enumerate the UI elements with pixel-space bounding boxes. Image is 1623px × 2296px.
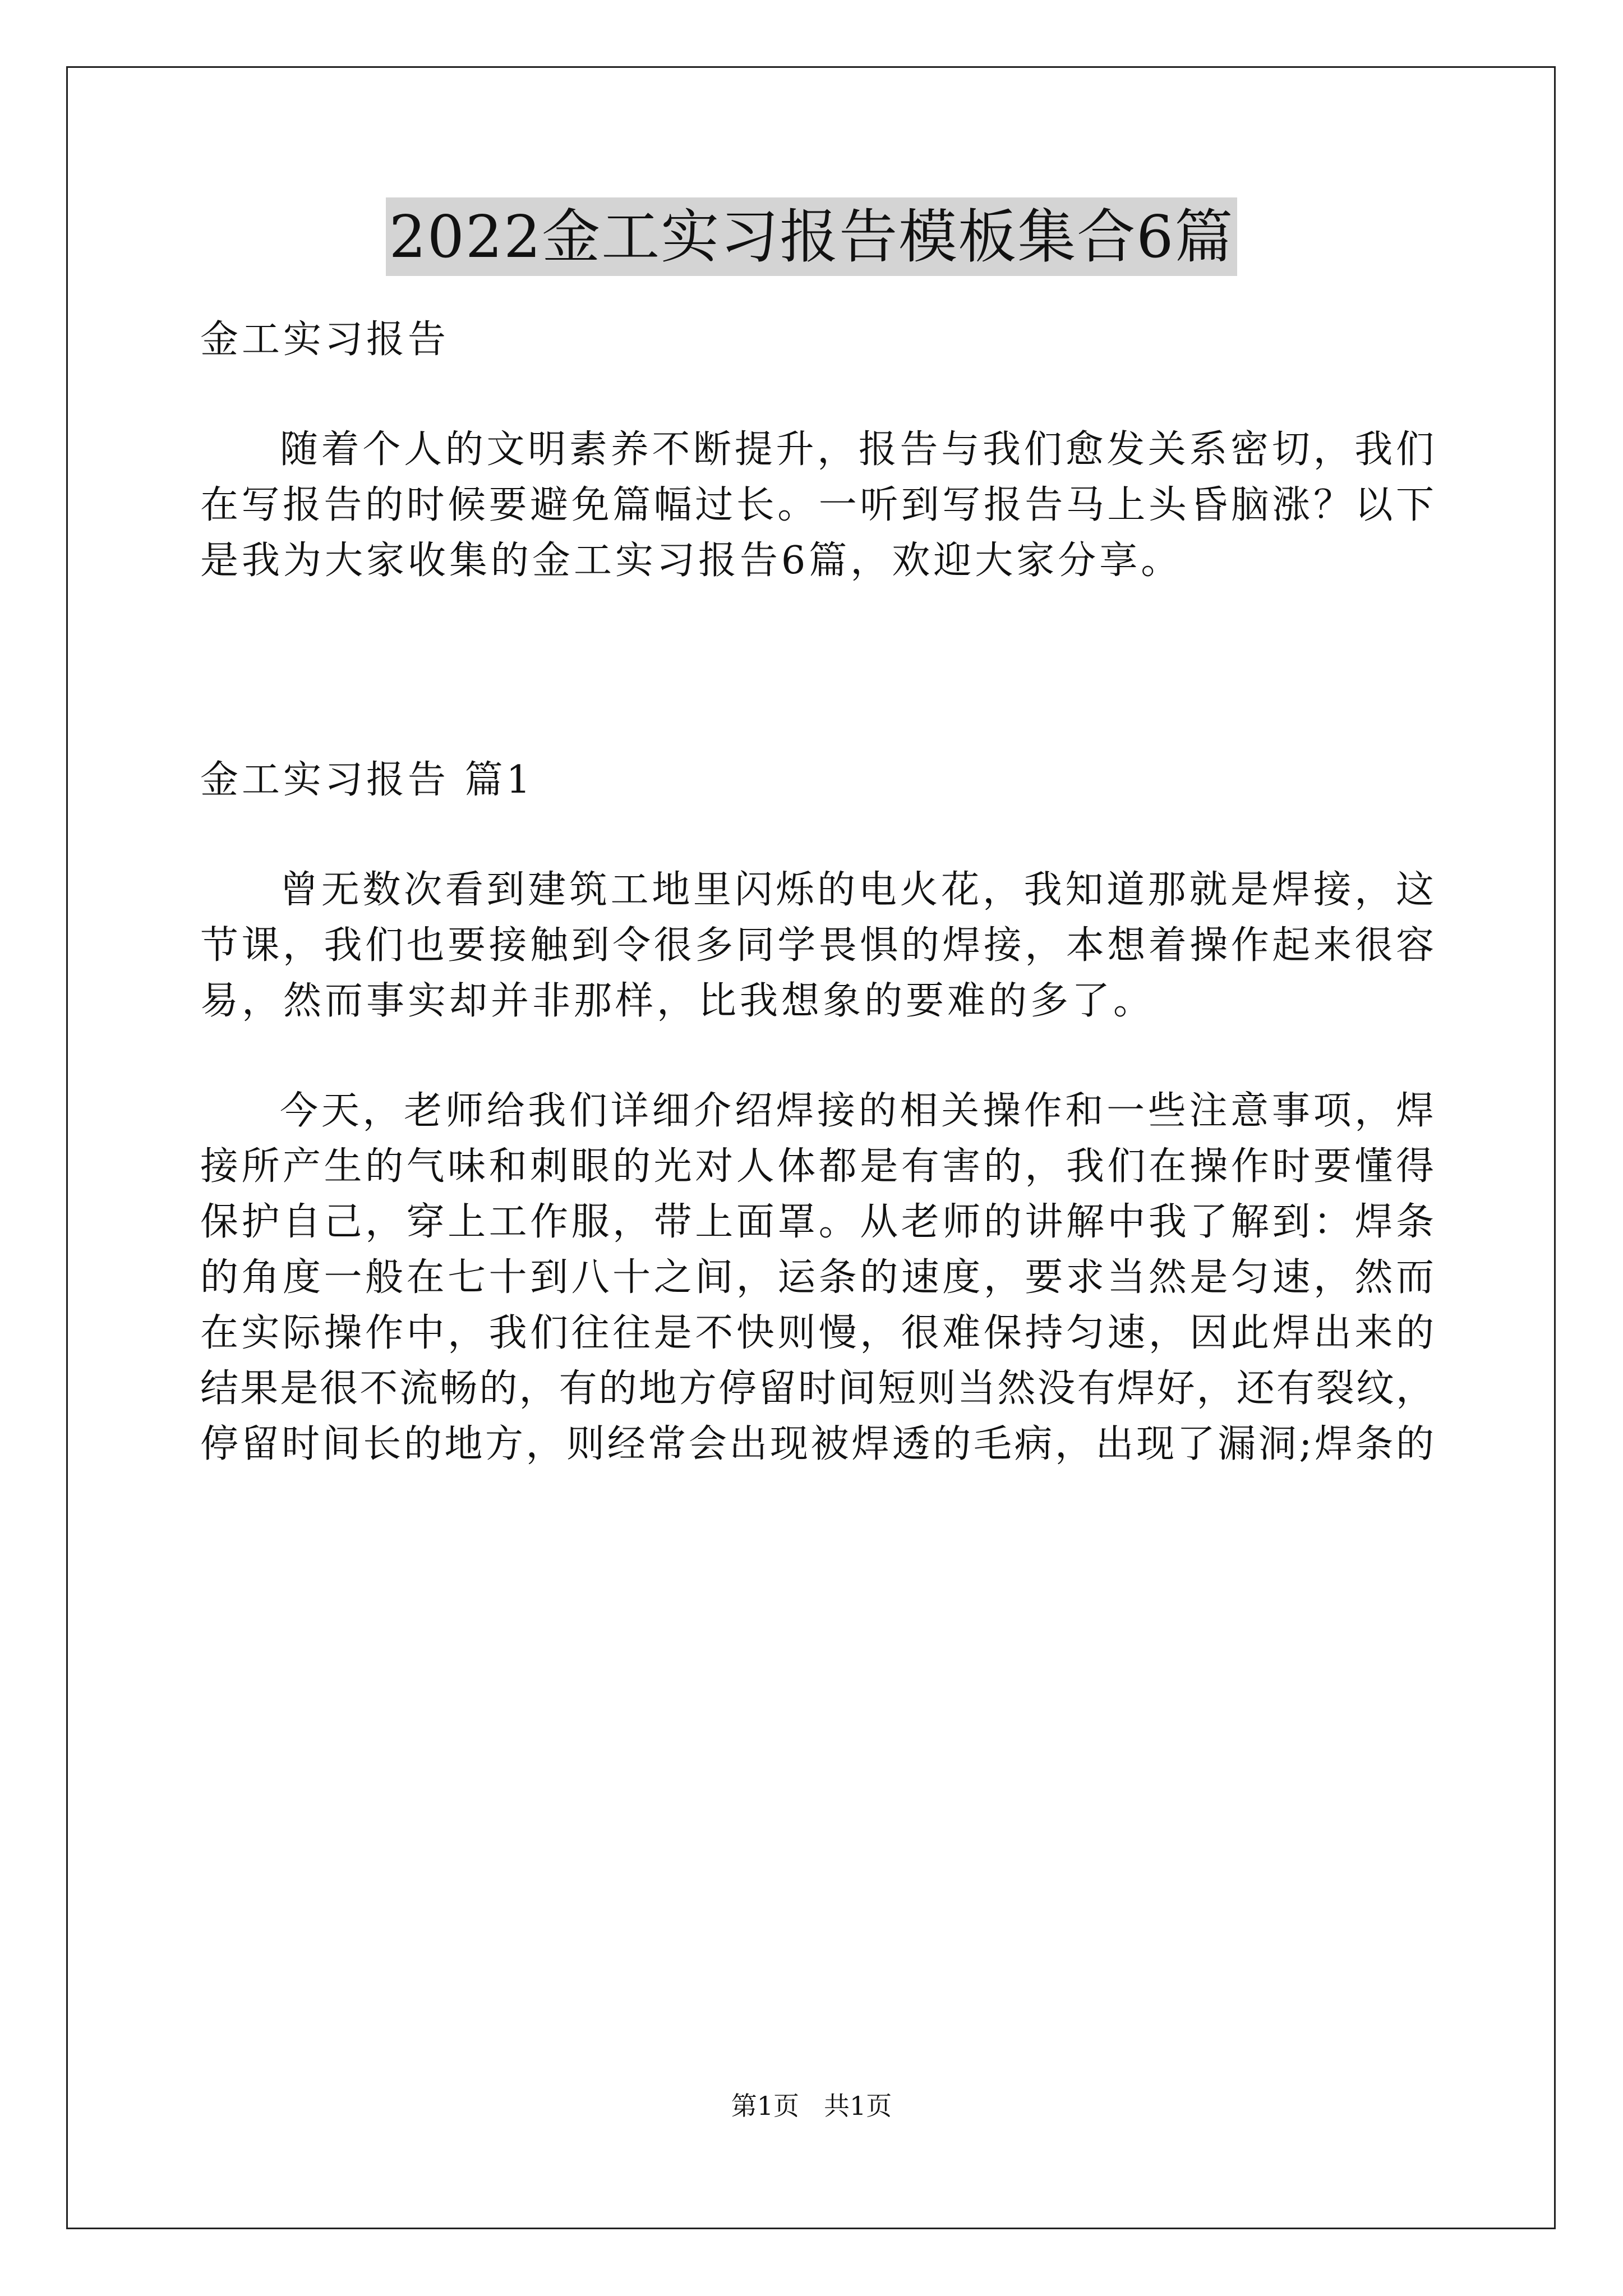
paragraph-line: 易，然而事实却并非那样，比我想象的要难的多了。 [200,979,1155,1023]
paragraph-line: 节课，我们也要接触到令很多同学畏惧的焊接，本想着操作起来很容 [200,923,1434,968]
paragraph-line: 在实际操作中，我们往往是不快则慢，很难保持匀速，因此焊出来的 [200,1311,1434,1355]
paragraph-line: 停留时间长的地方，则经常会出现被焊透的毛病，出现了漏洞;焊条的 [200,1422,1434,1466]
part-heading: 金工实习报告 篇1 [200,758,534,802]
paragraph-line: 接所产生的气味和刺眼的光对人体都是有害的，我们在操作时要懂得 [200,1144,1434,1189]
paragraph-line: 曾无数次看到建筑工地里闪烁的电火花，我知道那就是焊接，这 [280,868,1434,912]
document-body [200,312,1434,1472]
paragraph-line: 今天，老师给我们详细介绍焊接的相关操作和一些注意事项，焊 [280,1089,1434,1133]
paragraph-line: 保护自己，穿上工作服，带上面罩。从老师的讲解中我了解到：焊条 [200,1200,1434,1244]
page-footer [0,2089,1623,2123]
paragraph-line: 的角度一般在七十到八十之间，运条的速度，要求当然是匀速，然而 [200,1255,1434,1300]
total-pages: 共1页 [824,2091,892,2121]
section-heading: 金工实习报告 [200,318,450,362]
paragraph-line: 结果是很不流畅的，有的地方停留时间短则当然没有焊好，还有裂纹， [200,1366,1434,1411]
intro-line: 是我为大家收集的金工实习报告6篇，欢迎大家分享。 [200,539,1183,583]
page-number: 第1页 [731,2091,799,2121]
document-title: 2022金工实习报告模板集合6篇 [386,197,1238,276]
title-container [0,197,1623,276]
intro-line: 随着个人的文明素养不断提升，报告与我们愈发关系密切，我们 [280,427,1434,472]
intro-line: 在写报告的时候要避免篇幅过长。一听到写报告马上头昏脑涨？以下 [200,483,1434,527]
